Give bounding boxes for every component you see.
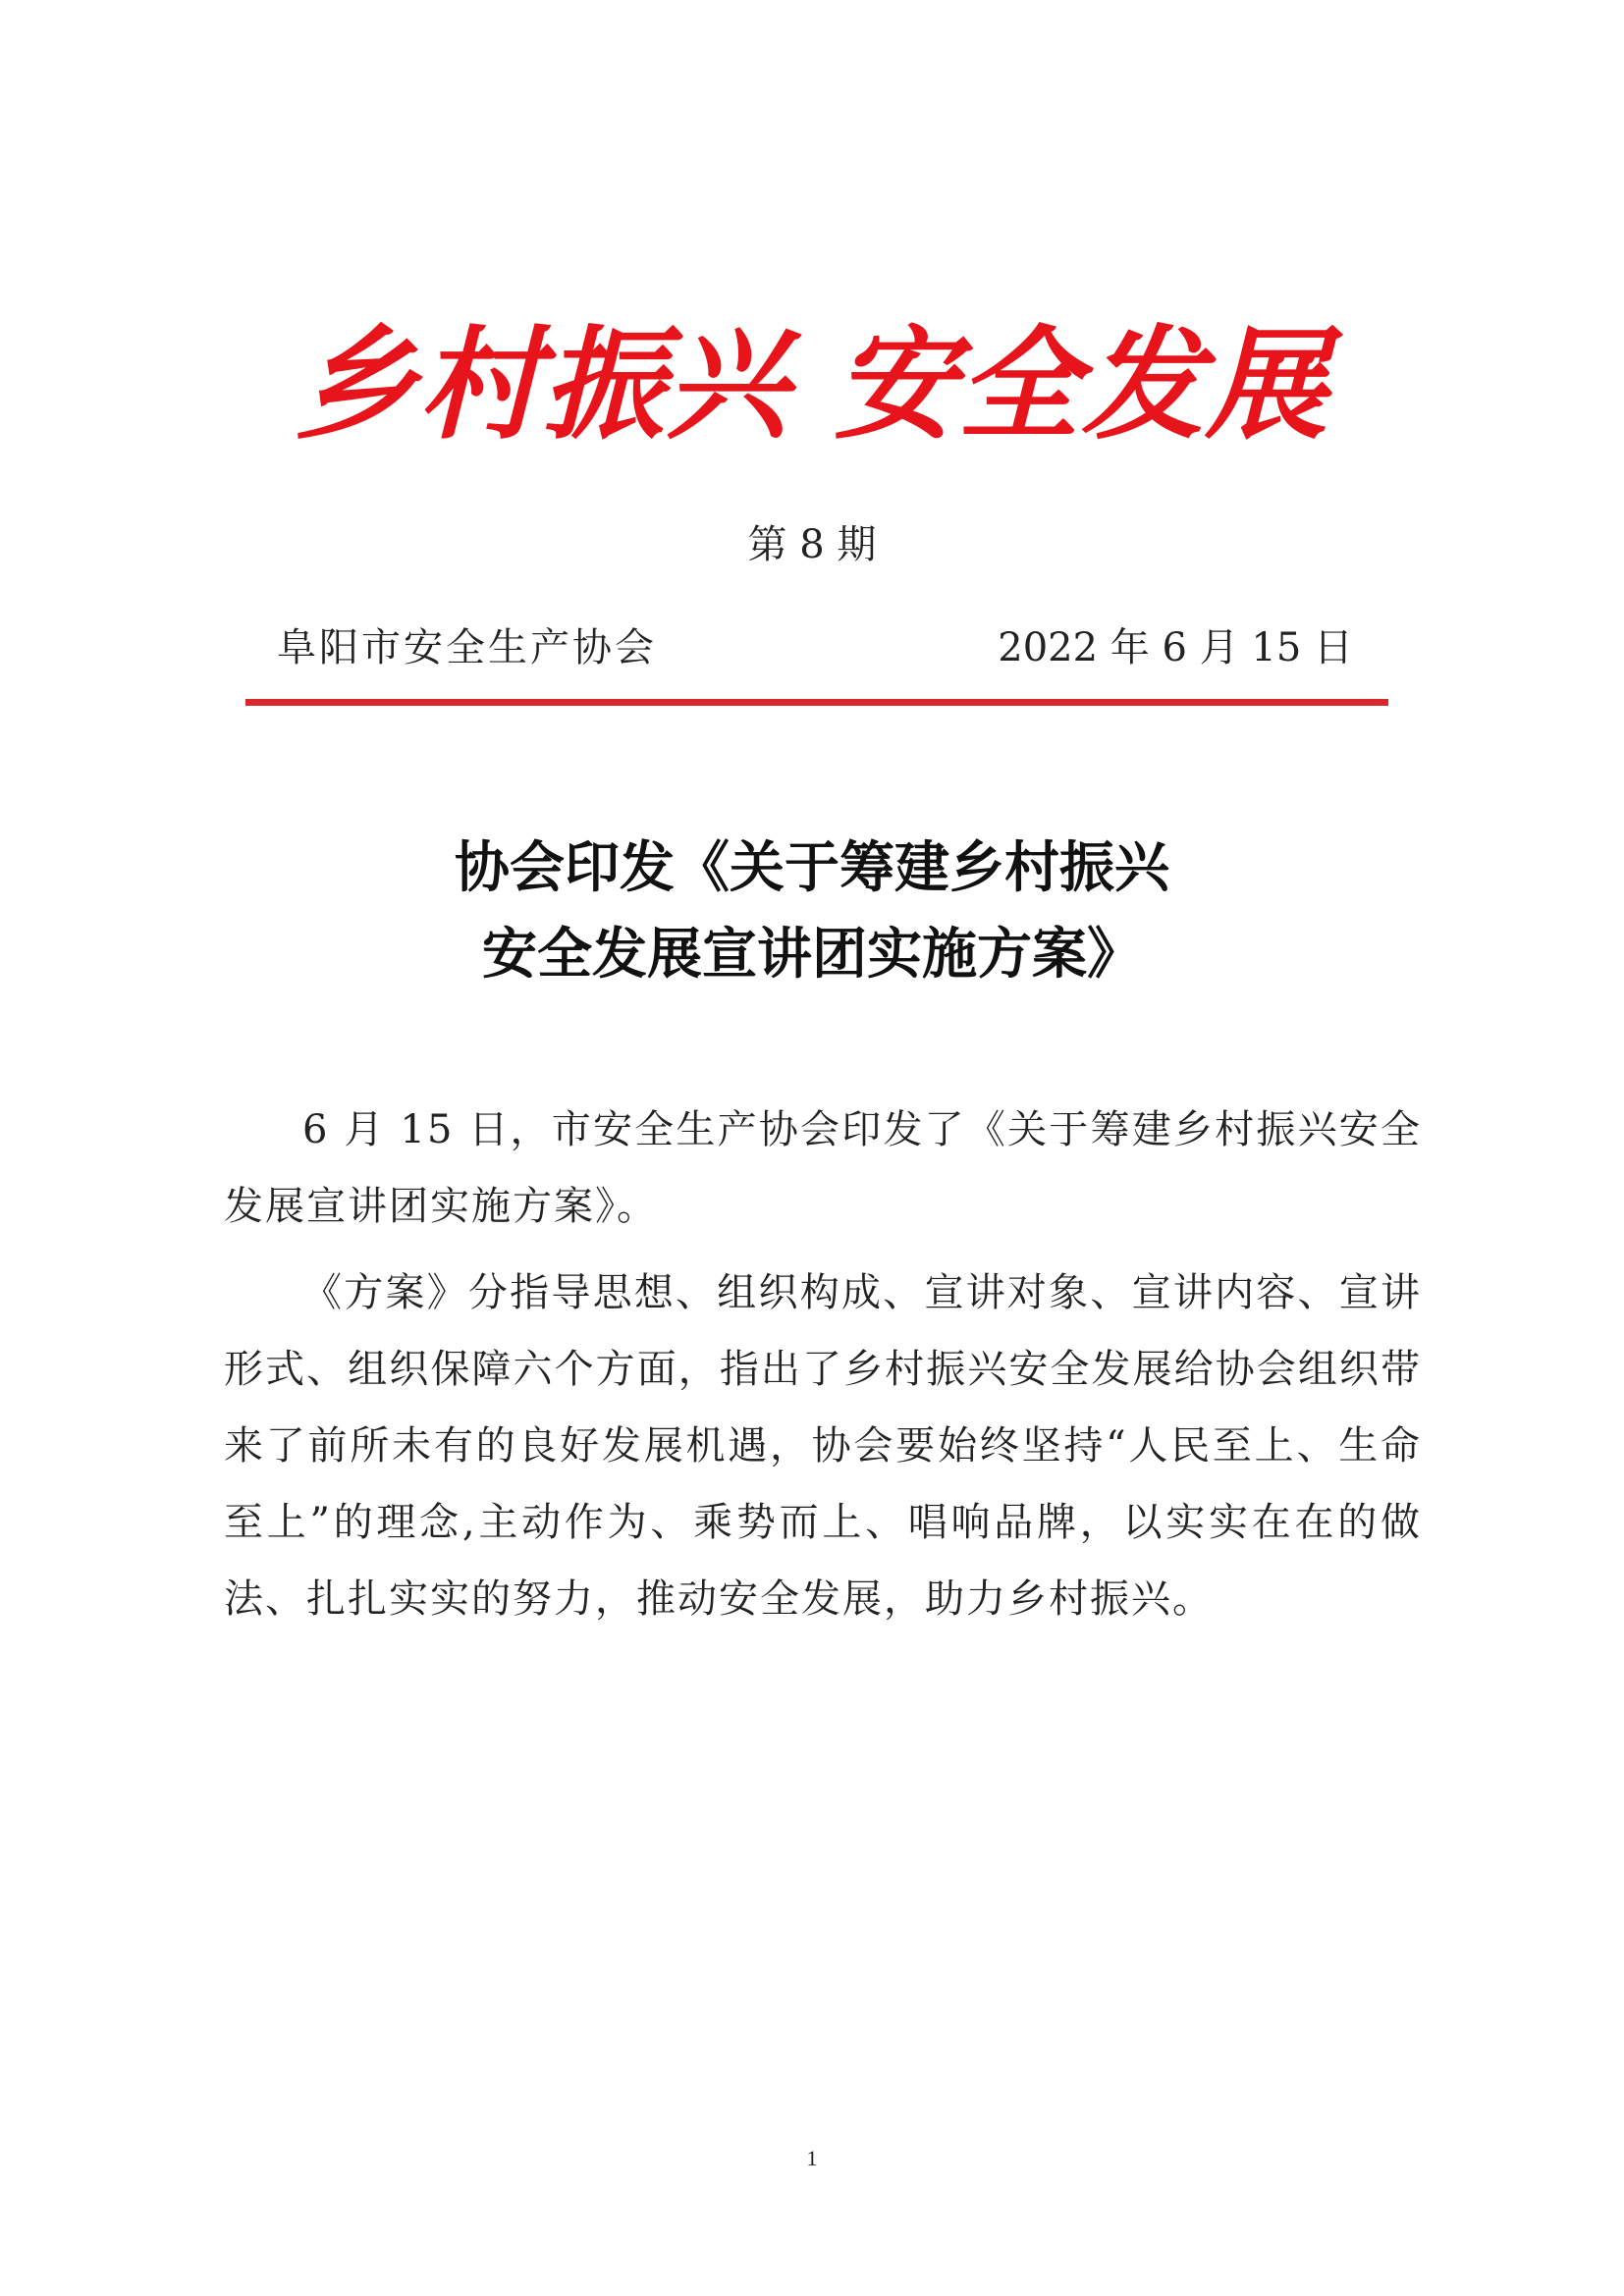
article-paragraph-2: 《方案》分指导思想、组织构成、宣讲对象、宣讲内容、宣讲形式、组织保障六个方面，指出了乡村振兴安全发展给协会组织带来了前所未有的良好发展机遇，协会要始终坚持“人民至上、生命至上”的理念,主动作为、乘势而上、唱响品牌，以实实在在的做法、扎扎实实的努力，推动安全发展，助力乡村振兴。 bbox=[224, 1270, 1422, 1622]
issue-number: 第 8 期 bbox=[747, 522, 877, 567]
masthead-title: 乡村振兴 安全发展 bbox=[295, 315, 1329, 456]
page-number: 1 bbox=[806, 2146, 818, 2170]
article-paragraph-1: 6 月 15 日，市安全生产协会印发了《关于筹建乡村振兴安全发展宣讲团实施方案》。 bbox=[224, 1107, 1422, 1229]
article-headline-line-2: 安全发展宣讲团实施方案》 bbox=[482, 922, 1142, 987]
red-divider-rule bbox=[245, 699, 1388, 706]
publication-date: 2022 年 6 月 15 日 bbox=[998, 625, 1353, 670]
article-body bbox=[224, 1092, 1422, 1647]
article-headline bbox=[0, 825, 1624, 997]
publisher-name: 阜阳市安全生产协会 bbox=[277, 625, 657, 670]
article-headline-line-1: 协会印发《关于筹建乡村振兴 bbox=[455, 835, 1169, 900]
